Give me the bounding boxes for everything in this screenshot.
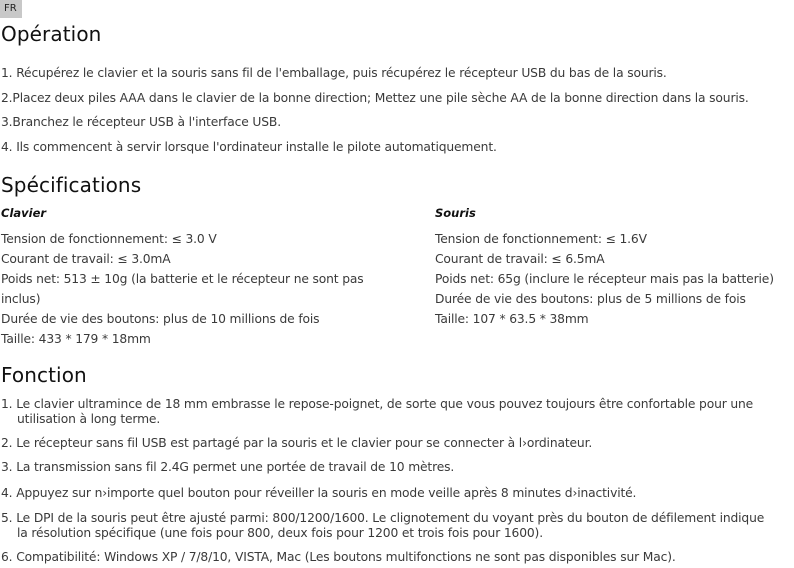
- fonction-item-4-line-1: 4. Appuyez sur n›importe quel bouton pour réveiller la souris en mode veille après 8 minutes d›inactivité.: [1, 486, 637, 500]
- fonction-item-2-line-1: 2. Le récepteur sans fil USB est partagé par la souris et le clavier pour se connecter à l›ordinateur.: [1, 436, 593, 450]
- fonction-item-1: [1, 397, 753, 427]
- specifications-heading: Spécifications: [1, 173, 142, 197]
- mouse-spec-size: Taille: 107 * 63.5 * 38mm: [435, 312, 589, 326]
- keyboard-spec-size: Taille: 433 * 179 * 18mm: [1, 332, 151, 346]
- mouse-spec-voltage: Tension de fonctionnement: ≤ 1.6V: [435, 232, 647, 246]
- fonction-item-1-line-1: 1. Le clavier ultramince de 18 mm embrasse le repose-poignet, de sorte que vous pouvez toujours être confortable pour une: [1, 397, 754, 411]
- fonction-item-2: [1, 436, 592, 451]
- mouse-spec-button-life: Durée de vie des boutons: plus de 5 millions de fois: [435, 292, 746, 306]
- fonction-item-4: [1, 486, 636, 501]
- fonction-item-5-line-1: 5. Le DPI de la souris peut être ajusté parmi: 800/1200/1600. Le clignotement du voyant près du bouton de défilement indique: [1, 511, 765, 525]
- mouse-spec-list: [435, 229, 774, 329]
- language-tag: FR: [0, 0, 22, 18]
- fonction-heading: Fonction: [1, 363, 87, 387]
- mouse-spec-heading: Souris: [435, 206, 476, 220]
- keyboard-spec-voltage: Tension de fonctionnement: ≤ 3.0 V: [1, 232, 217, 246]
- fonction-item-5-line-2: la résolution spécifique (une fois pour 800, deux fois pour 1200 et trois fois pour 1600).: [17, 526, 543, 540]
- fonction-item-6-line-1: 6. Compatibilité: Windows XP / 7/8/10, VISTA, Mac (Les boutons multifonctions ne sont pas disponibles sur Mac).: [1, 550, 676, 564]
- keyboard-spec-weight-cont: inclus): [1, 292, 41, 306]
- operation-step-3: 3.Branchez le récepteur USB à l'interface USB.: [1, 115, 281, 129]
- mouse-spec-current: Courant de travail: ≤ 6.5mA: [435, 252, 605, 266]
- fonction-item-5: [1, 511, 764, 541]
- fonction-item-3-line-1: 3. La transmission sans fil 2.4G permet une portée de travail de 10 mètres.: [1, 460, 455, 474]
- operation-step-2: 2.Placez deux piles AAA dans le clavier de la bonne direction; Mettez une pile sèche AA de la bonne direction dans la souris.: [1, 91, 749, 105]
- operation-step-4: 4. Ils commencent à servir lorsque l'ordinateur installe le pilote automatiquement.: [1, 140, 497, 154]
- fonction-item-3: [1, 460, 454, 475]
- fonction-item-6: [1, 550, 676, 565]
- keyboard-spec-button-life: Durée de vie des boutons: plus de 10 millions de fois: [1, 312, 320, 326]
- operation-heading: Opération: [1, 22, 102, 46]
- keyboard-spec-list: [1, 229, 364, 349]
- keyboard-spec-heading: Clavier: [1, 206, 47, 220]
- fonction-item-1-line-2: utilisation à long terme.: [17, 412, 161, 426]
- operation-step-1: 1. Récupérez le clavier et la souris sans fil de l'emballage, puis récupérez le récepteur USB du bas de la souris.: [1, 66, 667, 80]
- keyboard-spec-weight: Poids net: 513 ± 10g (la batterie et le récepteur ne sont pas: [1, 272, 364, 286]
- mouse-spec-weight: Poids net: 65g (inclure le récepteur mais pas la batterie): [435, 272, 774, 286]
- keyboard-spec-current: Courant de travail: ≤ 3.0mA: [1, 252, 171, 266]
